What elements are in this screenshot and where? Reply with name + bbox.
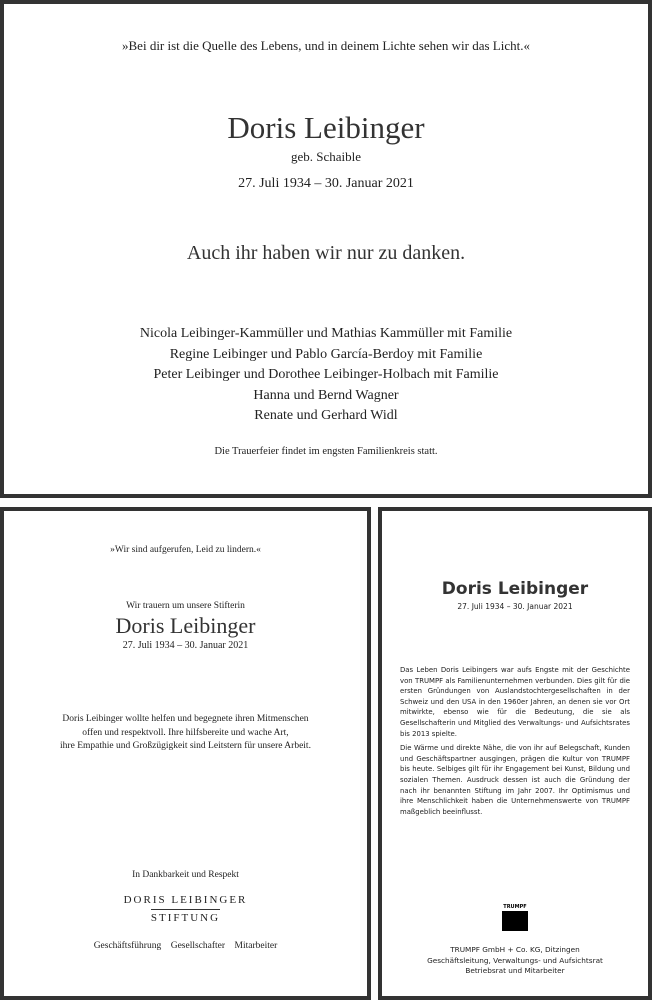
foundation-obituary bbox=[0, 507, 371, 1000]
closing: In Dankbarkeit und Respekt bbox=[132, 870, 239, 880]
deceased-name: Doris Leibinger bbox=[227, 110, 425, 145]
life-dates: 27. Juli 1934 – 30. Januar 2021 bbox=[457, 602, 573, 611]
tribute-line: Doris Leibinger wollte helfen und begegnete ihren Mitmenschen bbox=[62, 714, 309, 724]
mourners-list bbox=[4, 324, 648, 427]
motto: Auch ihr haben wir nur zu danken. bbox=[186, 242, 466, 264]
tribute-text bbox=[4, 713, 367, 754]
mourner: Nicola Leibinger-Kammüller und Mathias Kammüller mit Familie bbox=[139, 326, 513, 341]
birth-name: geb. Schaible bbox=[290, 149, 362, 164]
funeral-note: Die Trauerfeier findet im engsten Familienkreis statt. bbox=[214, 446, 438, 457]
quote: »Bei dir ist die Quelle des Lebens, und in deinem Lichte sehen wir das Licht.« bbox=[122, 38, 530, 53]
life-dates: 27. Juli 1934 – 30. Januar 2021 bbox=[122, 640, 249, 651]
signers: Geschäftsführung Gesellschafter Mitarbeiter bbox=[93, 941, 278, 951]
intro: Wir trauern um unsere Stifterin bbox=[126, 601, 245, 611]
signers bbox=[382, 945, 648, 977]
deceased-name: Doris Leibinger bbox=[441, 579, 589, 599]
mourner: Hanna und Bernd Wagner bbox=[253, 387, 399, 403]
paragraph: Die Wärme und direkte Nähe, die von ihr auf Belegschaft, Kunden und Geschäftspartner ausgingen, prägen die Kultur von TRUMPF bis heute. Selbiges gilt für ihr Engagement bei Kunst, Bildung und sozialen Themen. Ausdruck dessen ist auch die Gründung der nach ihr benannten Stiftung im Jahr 2007. Ihr Optimismus und ihre Menschlichkeit haben die Unternehmenswerte von TRUMPF maßgeblich beeinflusst. bbox=[400, 744, 630, 816]
signer-line: TRUMPF GmbH + Co. KG, Ditzingen bbox=[450, 945, 580, 954]
trumpf-logo: TRUMPF bbox=[502, 904, 528, 931]
quote: »Wir sind aufgerufen, Leid zu lindern.« bbox=[110, 545, 261, 555]
tribute-line: offen und respektvoll. Ihre hilfsbereite und wache Art, bbox=[82, 727, 289, 738]
foundation-name-line2: STIFTUNG bbox=[151, 909, 220, 924]
mourner: Renate und Gerhard Widl bbox=[254, 408, 398, 423]
mourner: Regine Leibinger und Pablo García-Berdoy mit Familie bbox=[169, 346, 483, 362]
signer-line: Geschäftsleitung, Verwaltungs- und Aufsichtsrat bbox=[427, 955, 603, 965]
mourner: Peter Leibinger und Dorothee Leibinger-Holbach mit Familie bbox=[153, 367, 499, 382]
biography bbox=[400, 665, 630, 817]
family-obituary bbox=[0, 0, 652, 498]
foundation-name: DORIS LEIBINGER bbox=[123, 894, 248, 906]
tribute-line: ihre Empathie und Großzügigkeit sind Leitstern für unsere Arbeit. bbox=[60, 741, 311, 751]
company-obituary bbox=[378, 507, 652, 1000]
life-dates: 27. Juli 1934 – 30. Januar 2021 bbox=[238, 176, 414, 191]
deceased-name: Doris Leibinger bbox=[115, 613, 256, 638]
signer-line: Betriebsrat und Mitarbeiter bbox=[465, 966, 565, 975]
paragraph: Das Leben Doris Leibingers war aufs Engste mit der Geschichte von TRUMPF als Familienunternehmen verbunden. Dies gilt für die ersten Gründungen von Auslandstochtergesellschaften in der Schweiz und den USA in den 1960er Jahren, an denen sie vor Ort mitwirkte, ebenso wie für die Bedeutung, die sie als Gesellschafterin und Mitglied des Verwaltungs- und Aufsichtsrates bis 2013 spielte. bbox=[400, 666, 630, 738]
